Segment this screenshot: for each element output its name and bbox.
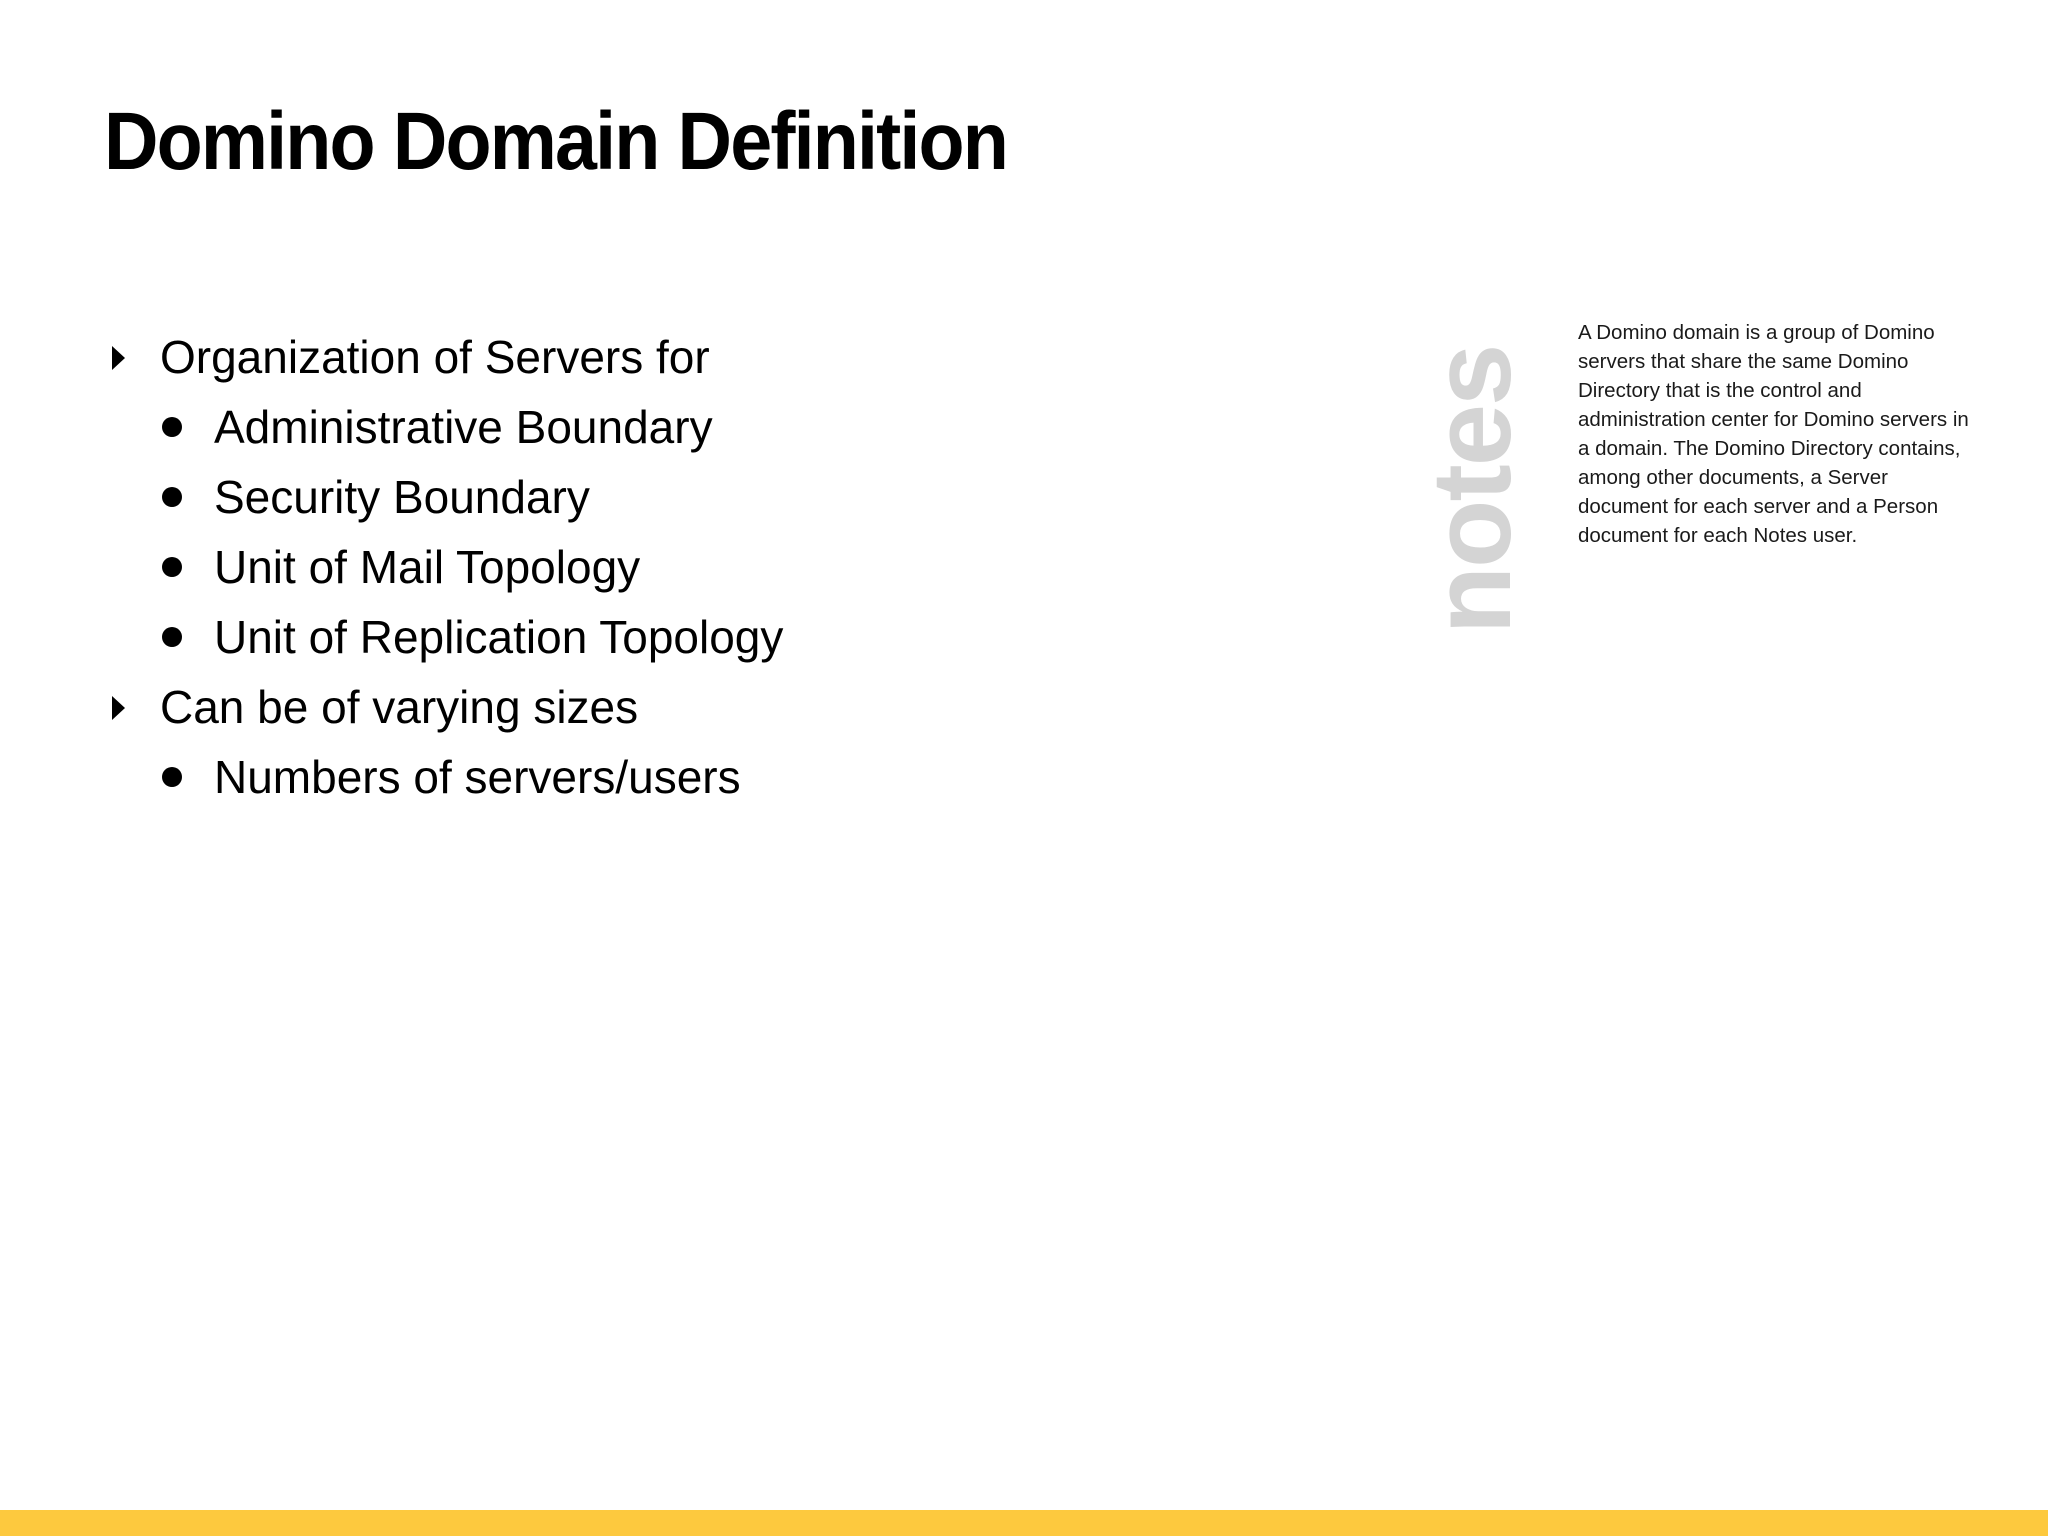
dot-bullet-icon: [162, 557, 182, 577]
sub-bullet-text: Unit of Mail Topology: [214, 541, 641, 593]
notes-label-text: notes: [1409, 345, 1534, 635]
bullet-text: Can be of varying sizes: [160, 681, 639, 733]
notes-label: [1409, 318, 1534, 662]
sub-bullet-item: [104, 742, 783, 812]
sub-bullet-item: [104, 392, 783, 462]
triangle-bullet-icon: [112, 346, 125, 370]
dot-bullet-icon: [162, 767, 182, 787]
dot-bullet-icon: [162, 417, 182, 437]
footer-bar: [0, 1510, 2048, 1536]
sub-bullet-text: Administrative Boundary: [214, 401, 713, 453]
notes-text: A Domino domain is a group of Domino servers that share the same Domino Directory that is the control and administration center for Domino servers in a domain. The Domino Directory contains, among other documents, a Server document for each server and a Person document for each Notes user.: [1578, 321, 1969, 547]
dot-bullet-icon: [162, 487, 182, 507]
sub-bullet-item: [104, 462, 783, 532]
bullet-item: [104, 672, 783, 742]
bullet-list: [104, 322, 783, 812]
sub-bullet-item: [104, 532, 783, 602]
sub-bullet-text: Unit of Replication Topology: [214, 611, 784, 663]
triangle-bullet-icon: [112, 696, 125, 720]
bullet-text: Organization of Servers for: [160, 331, 710, 383]
sub-bullet-text: Security Boundary: [214, 471, 590, 523]
sub-bullet-item: [104, 602, 783, 672]
slide-title: Domino Domain Definition: [104, 96, 1007, 187]
bullet-item: [104, 322, 783, 392]
sub-bullet-text: Numbers of servers/users: [214, 751, 741, 803]
dot-bullet-icon: [162, 627, 182, 647]
